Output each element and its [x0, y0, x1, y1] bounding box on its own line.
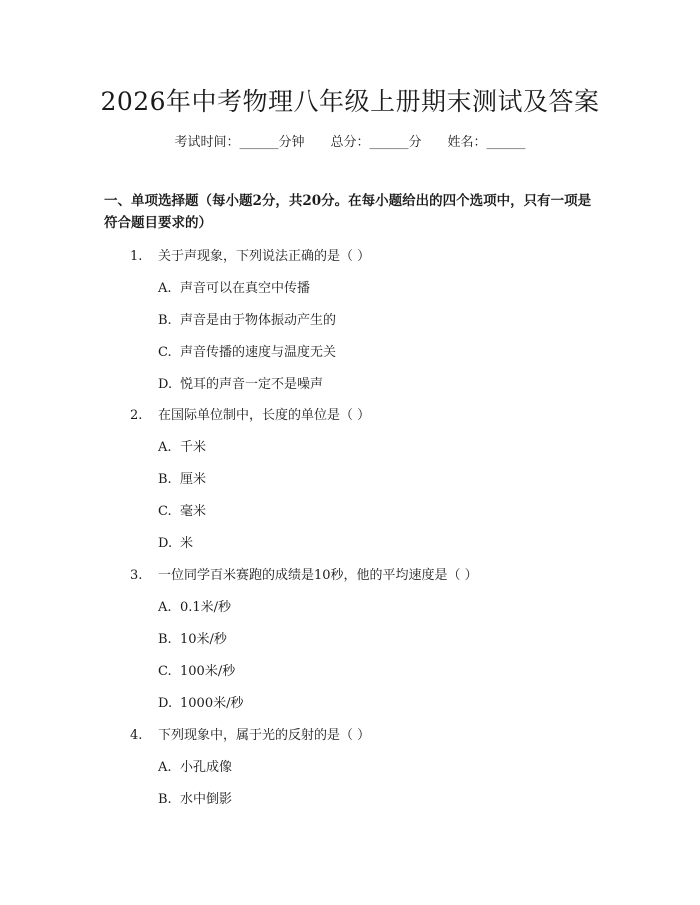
option-letter: C. [158, 345, 172, 360]
option-1b [158, 309, 336, 328]
option-2a [158, 436, 206, 455]
option-text: 声音传播的速度与温度无关 [180, 345, 337, 360]
student-name-field: 姓名：______ [447, 135, 526, 150]
option-text: 声音是由于物体振动产生的 [180, 313, 337, 328]
option-letter: A. [158, 440, 172, 455]
option-text: 10米/秒 [180, 632, 227, 647]
question-4 [130, 724, 370, 743]
option-letter: A. [158, 600, 172, 615]
question-text: 下列现象中，属于光的反射的是（ ） [158, 728, 371, 743]
question-2 [130, 404, 370, 423]
option-3b [158, 628, 227, 647]
question-number: 1. [130, 249, 143, 264]
option-text: 毫米 [180, 504, 207, 519]
total-score-field: 总分：______分 [330, 135, 422, 150]
option-1a [158, 277, 310, 296]
option-letter: A. [158, 281, 172, 296]
question-text: 关于声现象，下列说法正确的是（ ） [158, 249, 371, 264]
question-text: 一位同学百米赛跑的成绩是10秒，他的平均速度是（ ） [158, 568, 478, 583]
option-1c [158, 341, 336, 360]
question-number: 2. [130, 408, 143, 423]
option-letter: A. [158, 760, 172, 775]
option-text: 声音可以在真空中传播 [180, 281, 311, 296]
option-letter: C. [158, 664, 172, 679]
option-text: 厘米 [180, 472, 207, 487]
option-2b [158, 468, 206, 487]
option-4b [158, 788, 232, 807]
option-text: 1000米/秒 [180, 696, 244, 711]
option-4a [158, 756, 232, 775]
option-letter: B. [158, 632, 172, 647]
exam-time-field: 考试时间：______分钟 [174, 135, 305, 150]
question-1 [130, 245, 370, 264]
option-3d [158, 692, 243, 711]
option-letter: B. [158, 792, 172, 807]
option-letter: D. [158, 377, 173, 392]
option-letter: B. [158, 313, 172, 328]
option-letter: C. [158, 504, 172, 519]
option-1d [158, 373, 323, 392]
question-number: 4. [130, 728, 143, 743]
option-3a [158, 596, 231, 615]
option-2d [158, 532, 193, 551]
question-text: 在国际单位制中，长度的单位是（ ） [158, 408, 371, 423]
option-text: 小孔成像 [180, 760, 233, 775]
option-text: 0.1米/秒 [180, 600, 232, 615]
option-text: 米 [180, 536, 194, 551]
question-3 [130, 564, 478, 583]
option-text: 100米/秒 [180, 664, 236, 679]
option-3c [158, 660, 235, 679]
page-title: 2026年中考物理八年级上册期末测试及答案 [100, 87, 600, 116]
question-number: 3. [130, 568, 143, 583]
option-letter: D. [158, 696, 173, 711]
exam-meta [0, 131, 700, 150]
section-heading: 一、单项选择题（每小题2分，共20分。在每小题给出的四个选项中，只有一项是符合题目要求的） [104, 193, 592, 231]
option-letter: D. [158, 536, 173, 551]
option-text: 千米 [180, 440, 207, 455]
option-letter: B. [158, 472, 172, 487]
option-2c [158, 500, 206, 519]
option-text: 悦耳的声音一定不是噪声 [180, 377, 324, 392]
option-text: 水中倒影 [180, 792, 233, 807]
